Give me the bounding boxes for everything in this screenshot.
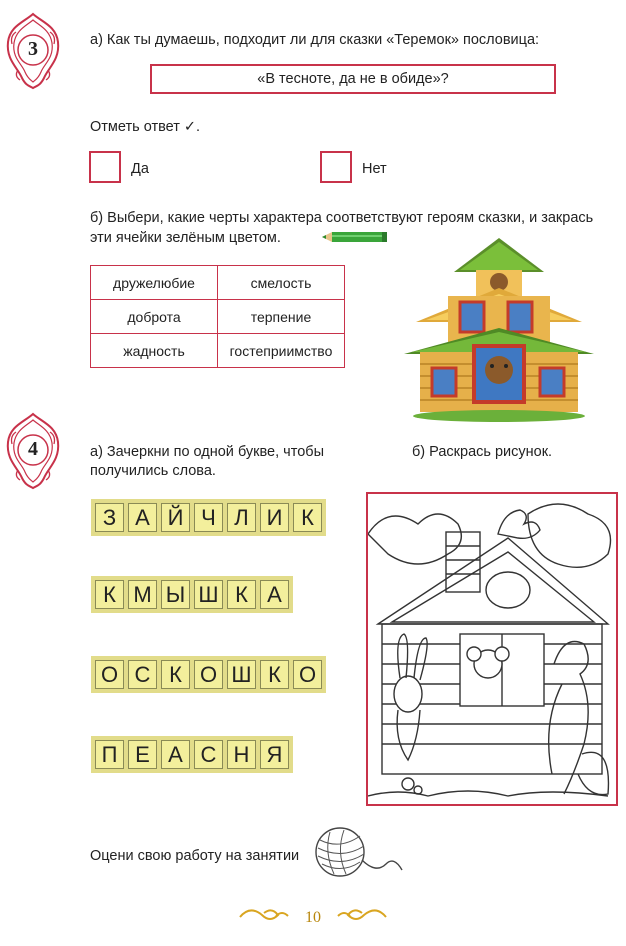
coloring-picture[interactable]: [366, 492, 618, 806]
trait-cell[interactable]: дружелюбие: [91, 266, 218, 300]
page-footer: [0, 903, 626, 929]
letter-cell[interactable]: О: [95, 660, 124, 689]
trait-cell[interactable]: жадность: [91, 334, 218, 368]
question-4b: б) Раскрась рисунок.: [412, 444, 553, 460]
letter-cell[interactable]: К: [293, 503, 322, 532]
answer-yes-checkbox[interactable]: [89, 151, 121, 183]
letter-cell[interactable]: И: [260, 503, 289, 532]
self-assessment-label: Оцени свою работу на занятии: [90, 848, 300, 864]
question-3b-line2: эти ячейки зелёным цветом.: [90, 230, 281, 246]
letter-cell[interactable]: Ш: [194, 580, 223, 609]
trait-cell[interactable]: терпение: [218, 300, 345, 334]
mark-suffix: .: [196, 119, 201, 135]
page-number: 10: [305, 909, 321, 926]
letter-word-3: [91, 656, 326, 693]
mark-prompt-text: Отметь ответ: [90, 119, 180, 135]
question-4a-line1: а) Зачеркни по одной букве, чтобы: [90, 444, 325, 460]
letter-cell[interactable]: А: [161, 740, 190, 769]
check-mark-icon: ✓: [183, 119, 197, 135]
letter-cell[interactable]: М: [128, 580, 157, 609]
letter-cell[interactable]: Я: [260, 740, 289, 769]
task-number: 4: [28, 438, 38, 460]
task-4-badge: [4, 412, 62, 490]
question-3a: а) Как ты думаешь, подходит ли для сказки «Теремок» пословица:: [90, 32, 540, 48]
proverb-box: «В тесноте, да не в обиде»?: [150, 64, 556, 94]
green-pencil-icon: [322, 230, 388, 244]
letter-cell[interactable]: К: [260, 660, 289, 689]
letter-cell[interactable]: К: [227, 580, 256, 609]
letter-cell[interactable]: О: [293, 660, 322, 689]
question-3b-line1: б) Выбери, какие черты характера соответствуют героям сказки, и закрась: [90, 210, 594, 226]
letter-cell[interactable]: О: [194, 660, 223, 689]
answer-no-checkbox[interactable]: [320, 151, 352, 183]
table-row: [91, 300, 345, 334]
letter-cell[interactable]: К: [161, 660, 190, 689]
letter-cell[interactable]: Ы: [161, 580, 190, 609]
letter-cell[interactable]: К: [95, 580, 124, 609]
letter-cell[interactable]: Ш: [227, 660, 256, 689]
letter-word-1: [91, 499, 326, 536]
letter-cell[interactable]: С: [194, 740, 223, 769]
letter-word-2: [91, 576, 293, 613]
task-3-badge: [4, 12, 62, 90]
teremok-house-illustration: [404, 236, 594, 422]
letter-word-4: [91, 736, 293, 773]
letter-cell[interactable]: С: [128, 660, 157, 689]
trait-cell[interactable]: смелость: [218, 266, 345, 300]
table-row: [91, 334, 345, 368]
question-4a-line2: получились слова.: [90, 463, 216, 479]
trait-cell[interactable]: доброта: [91, 300, 218, 334]
letter-cell[interactable]: Л: [227, 503, 256, 532]
answer-yes-label: Да: [131, 161, 149, 177]
trait-cell[interactable]: гостеприимство: [218, 334, 345, 368]
table-row: [91, 266, 345, 300]
letter-cell[interactable]: Ч: [194, 503, 223, 532]
letter-cell[interactable]: Е: [128, 740, 157, 769]
page-ornament-icon: [238, 903, 388, 929]
mark-answer-prompt: [90, 118, 200, 136]
traits-table: [90, 265, 345, 368]
teremok-line-art-illustration: [368, 494, 616, 804]
task-number: 3: [28, 38, 38, 60]
letter-cell[interactable]: З: [95, 503, 124, 532]
letter-cell[interactable]: А: [128, 503, 157, 532]
letter-cell[interactable]: Н: [227, 740, 256, 769]
letter-cell[interactable]: П: [95, 740, 124, 769]
answer-no-label: Нет: [362, 161, 387, 177]
letter-cell[interactable]: А: [260, 580, 289, 609]
yarn-ball-icon[interactable]: [314, 826, 404, 878]
letter-cell[interactable]: Й: [161, 503, 190, 532]
